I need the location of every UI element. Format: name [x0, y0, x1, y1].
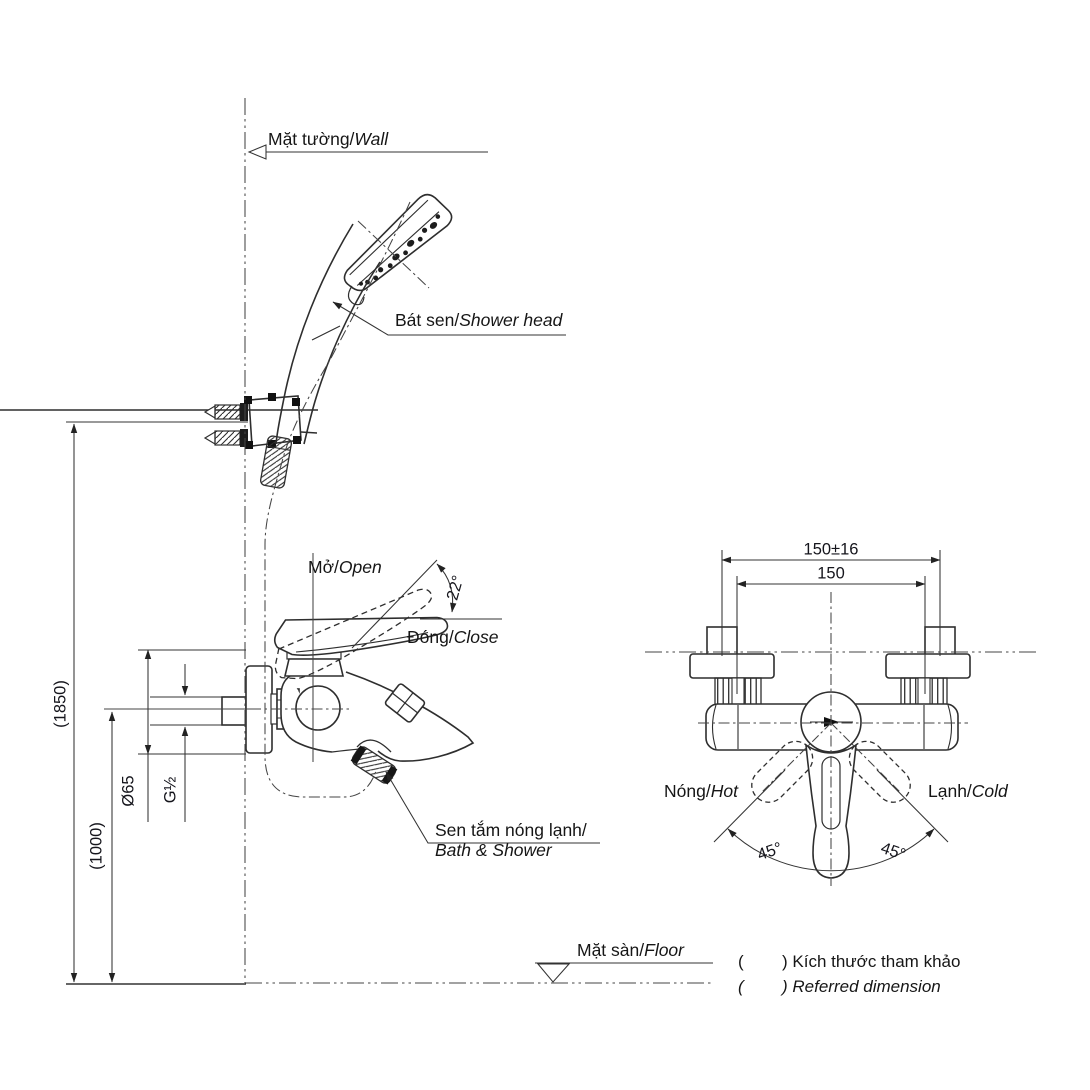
- close-label: Đóng/Close: [407, 627, 499, 647]
- dim-22deg: 22°: [443, 573, 468, 603]
- side-view: [0, 189, 473, 786]
- dim-45deg-right: 45°: [878, 838, 908, 865]
- note-en: ( ) Referred dimension: [738, 977, 941, 996]
- floor-label: Mặt sàn/Floor: [577, 940, 684, 960]
- floor-symbol-icon: [538, 964, 569, 982]
- dim-dia65: Ø65: [119, 775, 138, 807]
- dim-150: 150: [817, 564, 845, 583]
- dim-g12: G½: [161, 776, 180, 804]
- dim-1000: (1000): [87, 822, 106, 870]
- dim-150-tol: 150±16: [803, 540, 859, 559]
- note-vi: ( ) Kích thước tham khảo: [738, 952, 961, 971]
- left-flange: [690, 654, 774, 678]
- dim-1850: (1850): [51, 680, 70, 728]
- wall-screw-icon: [205, 403, 248, 447]
- wall-arrow-icon: [249, 145, 266, 159]
- shower-head: [260, 189, 456, 489]
- front-view: [690, 627, 970, 878]
- right-flange: [886, 654, 970, 678]
- faucet-body-side: [281, 672, 473, 785]
- shower-head-label: Bát sen/Shower head: [395, 310, 563, 330]
- bath-shower-label: Sen tắm nóng lạnh/ Bath & Shower: [435, 820, 587, 861]
- wall-label: Mặt tường/Wall: [268, 129, 389, 149]
- hot-label: Nóng/Hot: [664, 781, 738, 801]
- cold-label: Lạnh/Cold: [928, 781, 1008, 801]
- dim-45deg-left: 45°: [755, 838, 785, 865]
- open-label: Mở/Open: [308, 557, 382, 577]
